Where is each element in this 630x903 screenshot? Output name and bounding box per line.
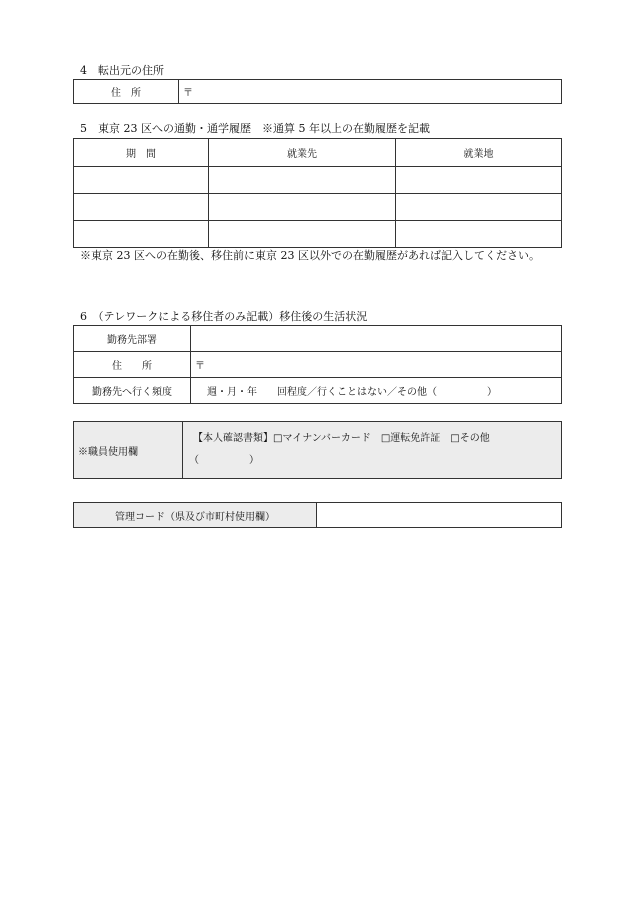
history-cell-period[interactable] xyxy=(74,221,209,248)
section4-heading: 4 転出元の住所 xyxy=(80,64,164,77)
visit-frequency-field[interactable]: 週・月・年 回程度／行くことはない／その他（ ） xyxy=(191,378,562,404)
postal-mark: 〒 xyxy=(195,361,205,372)
other-document-field[interactable]: （ ） xyxy=(189,455,259,466)
previous-address-table xyxy=(73,79,562,104)
new-address-label: 住 所 xyxy=(74,352,191,378)
commute-history-table xyxy=(73,138,562,248)
id-documents-options[interactable]: 【本人確認書類】□マイナンバーカード □運転免許証 □その他 xyxy=(193,433,490,444)
previous-address-label: 住 所 xyxy=(74,80,179,104)
history-cell-location[interactable] xyxy=(396,167,562,194)
management-code-field[interactable] xyxy=(317,503,562,528)
history-cell-employer[interactable] xyxy=(209,221,396,248)
visit-frequency-label: 勤務先へ行く頻度 xyxy=(74,378,191,404)
history-cell-period[interactable] xyxy=(74,194,209,221)
section5-heading: 5 東京 23 区への通勤・通学履歴 ※通算 5 年以上の在勤履歴を記載 xyxy=(80,122,430,135)
history-cell-employer[interactable] xyxy=(209,167,396,194)
history-cell-location[interactable] xyxy=(396,221,562,248)
living-status-table xyxy=(73,325,562,404)
section6-heading: 6 （テレワークによる移住者のみ記載）移住後の生活状況 xyxy=(80,310,368,323)
management-code-table xyxy=(73,502,562,528)
staff-use-table xyxy=(73,421,562,479)
postal-mark: 〒 xyxy=(183,88,193,99)
id-documents-cell xyxy=(183,422,562,479)
department-label: 勤務先部署 xyxy=(74,326,191,352)
staff-use-label: ※職員使用欄 xyxy=(74,422,183,479)
history-cell-period[interactable] xyxy=(74,167,209,194)
previous-address-field[interactable] xyxy=(179,80,562,104)
column-header-period: 期 間 xyxy=(74,139,209,167)
column-header-employer: 就業先 xyxy=(209,139,396,167)
management-code-label: 管理コード（県及び市町村使用欄） xyxy=(74,503,317,528)
department-field[interactable] xyxy=(191,326,562,352)
history-cell-location[interactable] xyxy=(396,194,562,221)
column-header-work-location: 就業地 xyxy=(396,139,562,167)
history-cell-employer[interactable] xyxy=(209,194,396,221)
commute-history-note: ※東京 23 区への在勤後、移住前に東京 23 区以外での在勤履歴があれば記入してください。 xyxy=(80,249,540,262)
new-address-field[interactable] xyxy=(191,352,562,378)
